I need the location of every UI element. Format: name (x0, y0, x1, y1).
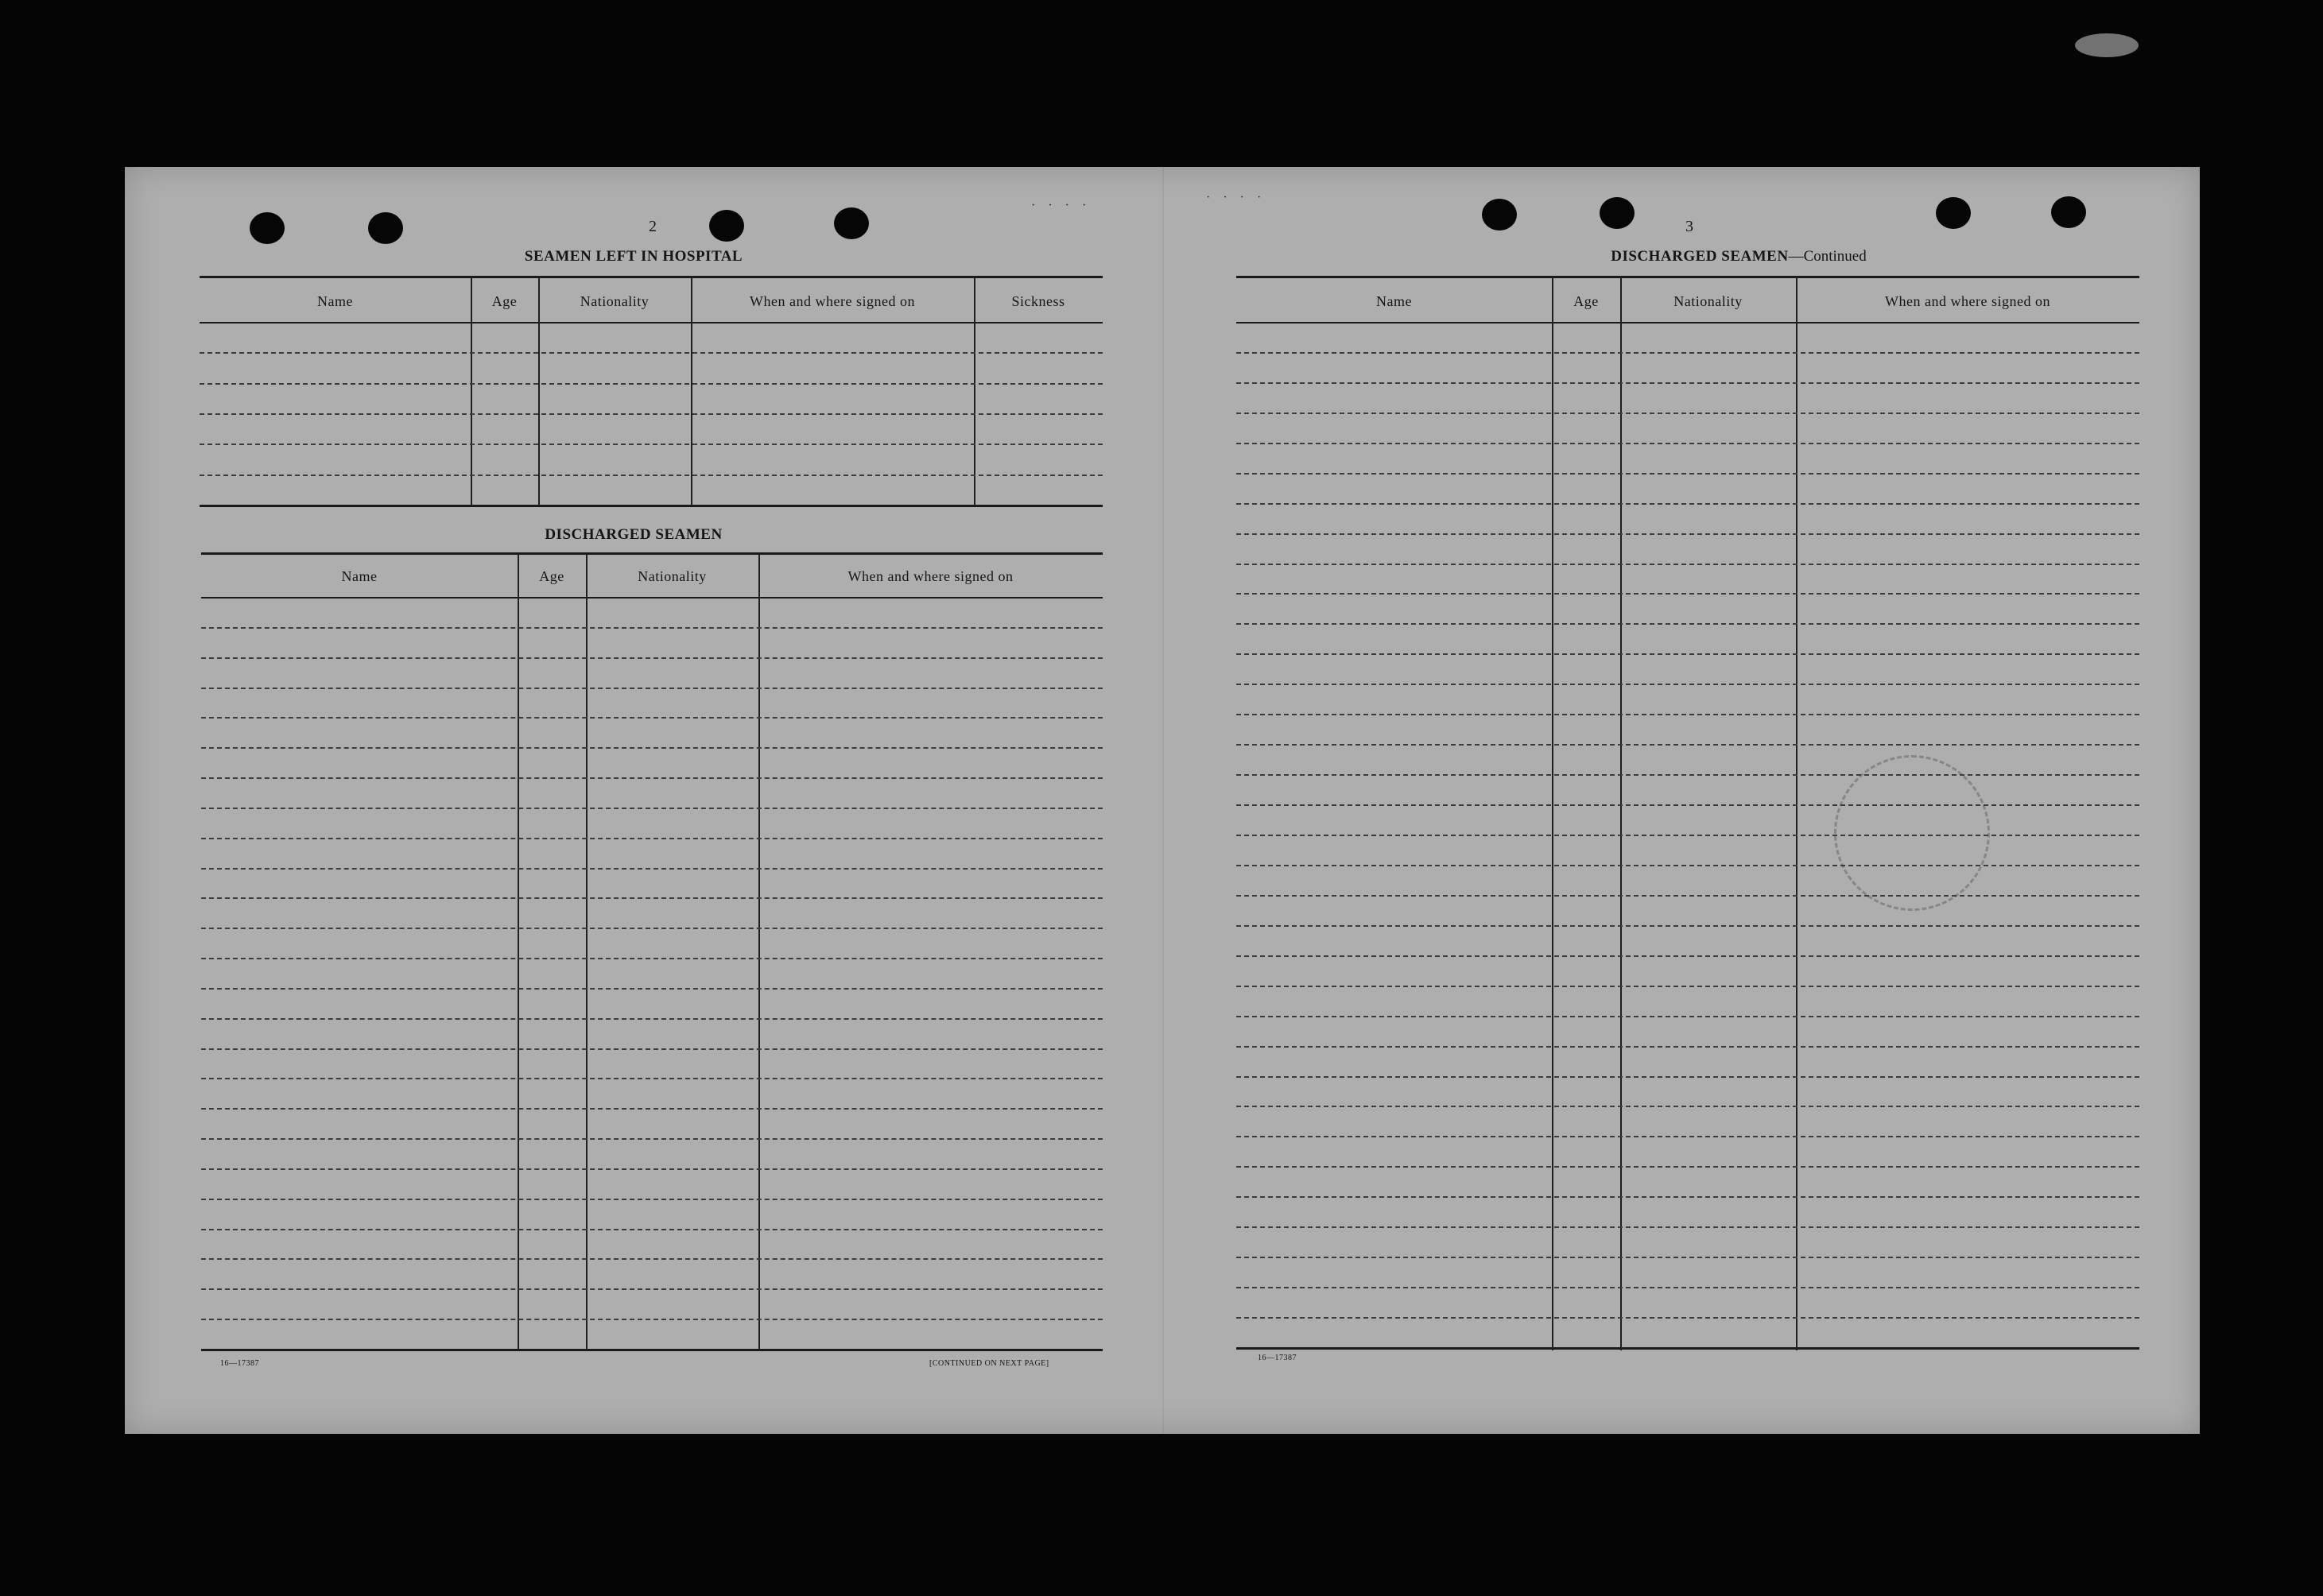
column-divider (518, 552, 519, 1351)
column-divider (1620, 276, 1622, 1350)
document-sheet (125, 167, 2200, 1434)
ledger-row-line (1236, 684, 2139, 685)
page-number-right: 3 (1685, 218, 1693, 235)
ledger-row-line (201, 777, 1103, 779)
column-header-age: Age (1573, 293, 1599, 309)
corner-stamp (2075, 33, 2139, 57)
punch-hole (1482, 199, 1517, 230)
ledger-row-line (201, 808, 1103, 809)
postmark-stamp (1834, 755, 1990, 911)
ledger-row-line (1236, 1046, 2139, 1048)
punch-hole (1936, 197, 1971, 229)
ledger-row-line (201, 688, 1103, 689)
column-header-signed-on: When and where signed on (750, 293, 915, 309)
table-top-rule (201, 552, 1103, 555)
ledger-row-line (1236, 1016, 2139, 1017)
ledger-row-line (1236, 473, 2139, 475)
discharged-ledger-table (201, 552, 1103, 1351)
ledger-row-line (201, 717, 1103, 719)
ledger-row-line (200, 444, 1103, 445)
column-header-sickness: Sickness (1011, 293, 1065, 309)
ledger-row-line (1236, 1136, 2139, 1137)
column-header-name: Name (1376, 293, 1412, 309)
ledger-row-line (1236, 895, 2139, 897)
ledger-row-line (1236, 1106, 2139, 1107)
ledger-row-line (201, 1138, 1103, 1140)
ledger-row-line (1236, 593, 2139, 595)
ledger-row-line (1236, 352, 2139, 354)
ledger-row-line (200, 352, 1103, 354)
ledger-row-line (1236, 986, 2139, 987)
continued-note: [CONTINUED ON NEXT PAGE] (929, 1359, 1049, 1368)
ledger-row-line (201, 1319, 1103, 1320)
ledger-row-line (201, 747, 1103, 749)
hospital-ledger-table (200, 276, 1103, 506)
column-divider (758, 552, 760, 1351)
ledger-row-line (1236, 1076, 2139, 1078)
ledger-row-line (1236, 955, 2139, 957)
form-number-left: 16—17387 (220, 1359, 259, 1368)
ledger-row-line (201, 1018, 1103, 1020)
column-header-signed-on: When and where signed on (847, 568, 1014, 584)
hospital-section-title: SEAMEN LEFT IN HOSPITAL (524, 248, 743, 265)
ledger-row-line (201, 1078, 1103, 1079)
ledger-row-line (201, 1199, 1103, 1200)
page-number-left: 2 (649, 218, 657, 235)
punch-hole (1600, 197, 1635, 229)
ledger-row-line (201, 897, 1103, 899)
ledger-row-line (201, 627, 1103, 629)
punch-hole (2051, 196, 2086, 228)
ledger-row-line (1236, 714, 2139, 715)
table-header-rule (201, 597, 1103, 598)
ledger-row-line (201, 657, 1103, 659)
ledger-row-line (1236, 413, 2139, 414)
ledger-row-line (1236, 804, 2139, 806)
column-header-nationality: Nationality (1673, 293, 1743, 309)
column-header-signed-on: When and where signed on (1885, 293, 2050, 309)
ledger-row-line (1236, 443, 2139, 444)
column-divider (1796, 276, 1798, 1350)
column-header-nationality: Nationality (638, 568, 707, 584)
column-header-age: Age (539, 568, 564, 584)
ledger-row-line (201, 1048, 1103, 1050)
column-divider (974, 276, 975, 506)
ledger-row-line (201, 1108, 1103, 1110)
ink-marks: · · · · (1031, 199, 1092, 212)
column-divider (471, 276, 472, 506)
ledger-row-line (201, 1288, 1103, 1290)
ledger-row-line (201, 1258, 1103, 1260)
ledger-row-line (1236, 1287, 2139, 1288)
ledger-row-line (1236, 1196, 2139, 1198)
column-header-nationality: Nationality (580, 293, 650, 309)
ledger-row-line (201, 1229, 1103, 1230)
ledger-row-line (1236, 623, 2139, 625)
table-bottom-rule (201, 1349, 1103, 1351)
punch-hole (834, 207, 869, 239)
table-bottom-rule (200, 505, 1103, 507)
table-bottom-rule (1236, 1347, 2139, 1350)
ledger-row-line (1236, 564, 2139, 565)
column-divider (1552, 276, 1553, 1350)
title-continued: —Continued (1788, 248, 1867, 265)
center-fold (1162, 167, 1164, 1434)
punch-hole (368, 212, 403, 244)
ledger-row-line (1236, 1257, 2139, 1258)
discharged-continued-title (1476, 248, 2001, 265)
ledger-row-line (1236, 835, 2139, 836)
column-divider (586, 552, 588, 1351)
column-divider (691, 276, 692, 506)
ledger-row-line (200, 413, 1103, 415)
ledger-row-line (201, 958, 1103, 959)
ledger-row-line (1236, 533, 2139, 535)
column-divider (538, 276, 540, 506)
form-number-right: 16—17387 (1258, 1354, 1297, 1362)
ledger-row-line (201, 988, 1103, 990)
ledger-row-line (1236, 503, 2139, 505)
column-header-name: Name (317, 293, 353, 309)
ledger-row-line (1236, 382, 2139, 384)
ledger-row-line (1236, 653, 2139, 655)
discharged-section-title: DISCHARGED SEAMEN (545, 526, 723, 543)
punch-hole (709, 210, 744, 242)
ledger-row-line (1236, 865, 2139, 866)
table-top-rule (200, 276, 1103, 278)
ledger-row-line (1236, 1166, 2139, 1168)
column-header-name: Name (341, 568, 378, 584)
table-header-rule (200, 322, 1103, 323)
ledger-row-line (201, 868, 1103, 870)
ledger-row-line (1236, 1317, 2139, 1319)
column-header-age: Age (491, 293, 518, 309)
ink-marks: · · · · (1206, 191, 1266, 204)
table-top-rule (1236, 276, 2139, 278)
ledger-row-line (201, 1168, 1103, 1170)
title-main: DISCHARGED SEAMEN (1611, 248, 1789, 265)
discharged-continued-ledger-table (1236, 276, 2139, 1350)
ledger-row-line (201, 928, 1103, 929)
ledger-row-line (200, 383, 1103, 385)
ledger-row-line (1236, 774, 2139, 776)
ledger-row-line (1236, 925, 2139, 927)
punch-hole (250, 212, 285, 244)
ledger-row-line (1236, 744, 2139, 746)
ledger-row-line (1236, 1226, 2139, 1228)
ledger-row-line (200, 475, 1103, 476)
table-header-rule (1236, 322, 2139, 323)
ledger-row-line (201, 838, 1103, 839)
